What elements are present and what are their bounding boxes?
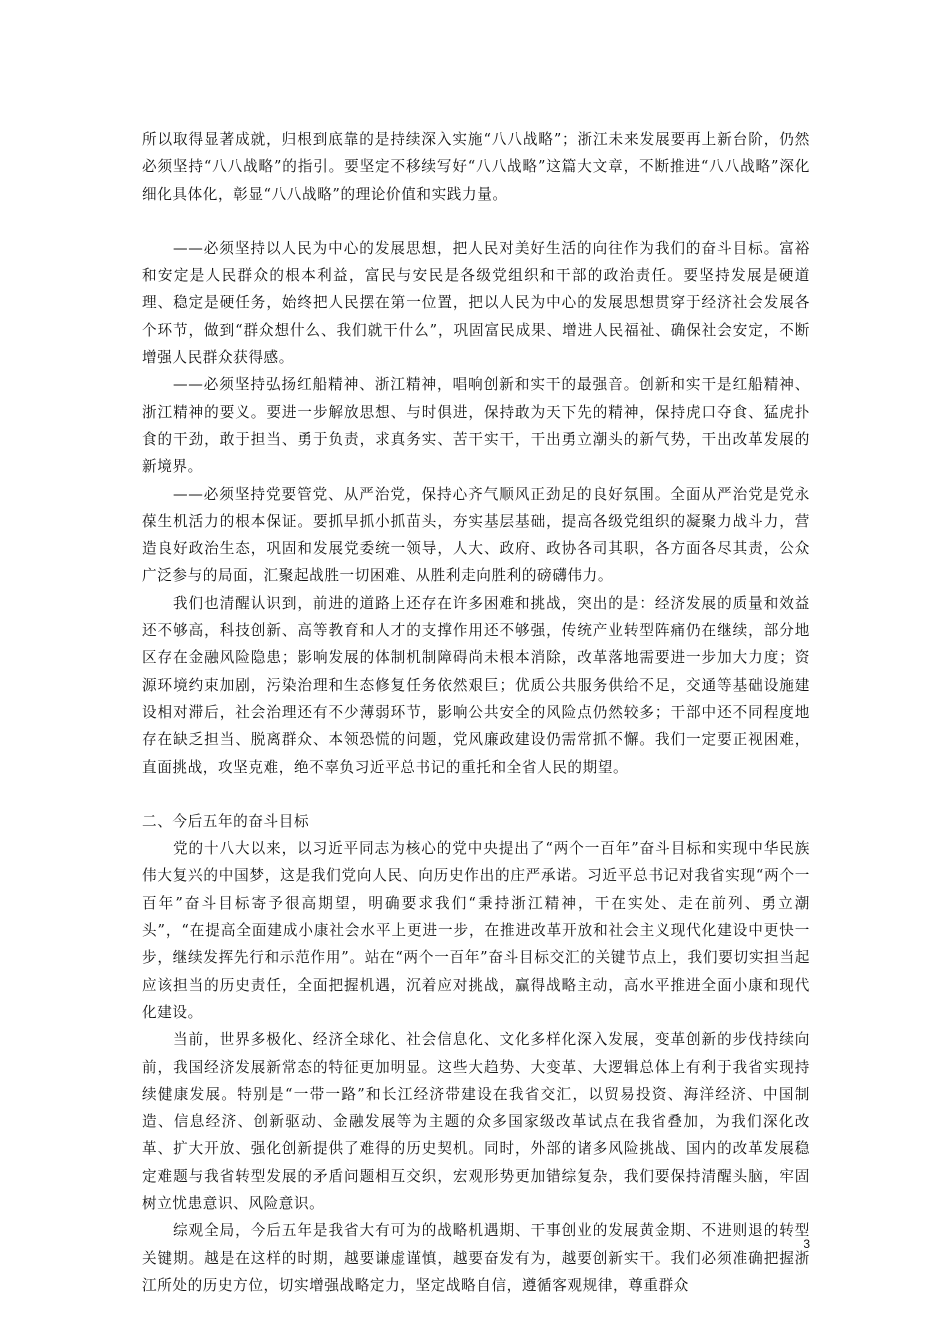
section-heading: 二、今后五年的奋斗目标: [142, 812, 310, 830]
paragraph-current-situation: 当前，世界多极化、经济全球化、社会信息化、文化多样化深入发展，变革创新的步伐持续向前，我国经济发展新常态的特征更加明显。这些大趋势、大变革、大逻辑总体上有利于我省实现持续健康发展。特别是“一带一路”和长江经济带建设在我省交汇，以贸易投资、海洋经济、中国制造、信息经济、创新驱动、金融发展等为主题的众多国家级改革试点在我省叠加，为我们深化改革、扩大开放、强化创新提供了难得的历史契机。同时，外部的诸多风险挑战、国内的改革发展稳定难题与我省转型发展的矛盾问题相互交织，宏观形势更加错综复杂，我们要保持清醒头脑，牢固树立忧患意识、风险意识。: [142, 1031, 810, 1212]
paragraph-challenges: 我们也清醒认识到，前进的道路上还存在许多困难和挑战，突出的是：经济发展的质量和效益还不够高，科技创新、高等教育和人才的支撑作用还不够强，传统产业转型阵痛仍在继续，部分地区存在金融风险隐患；影响发展的体制机制障碍尚未根本消除，改革落地需要进一步加大力度；资源环境约束加剧，污染治理和生态修复任务依然艰巨；优质公共服务供给不足，交通等基础设施建设相对滞后，社会治理还有不少薄弱环节，影响公共安全的风险点仍然较多；干部中还不同程度地存在缺乏担当、脱离群众、本领恐慌的问题，党风廉政建设仍需常抓不懈。我们一定要正视困难，直面挑战，攻坚克难，绝不辜负习近平总书记的重托和全省人民的期望。: [142, 594, 810, 776]
paragraph-overall-view: 综观全局，今后五年是我省大有可为的战略机遇期、干事创业的发展黄金期、不进则退的转型关键期。越是在这样的时期，越要谦虚谨慎，越要奋发有为，越要创新实干。我们必须准确把握浙江所处的历史方位，切实增强战略定力，坚定战略自信，遵循客观规律，尊重群众: [142, 1222, 810, 1294]
paragraph-people-centered: ——必须坚持以人民为中心的发展思想，把人民对美好生活的向往作为我们的奋斗目标。富裕和安定是人民群众的根本利益，富民与安民是各级党组织和干部的政治责任。要坚持发展是硬道理、稳定是硬任务，始终把人民摆在第一位置，把以人民为中心的发展思想贯穿于经济社会发展各个环节，做到“群众想什么、我们就干什么”，巩固富民成果、增进人民福祉、确保社会安定，不断增强人民群众获得感。: [142, 239, 810, 367]
paragraph-red-boat-spirit: ——必须坚持弘扬红船精神、浙江精神，唱响创新和实干的最强音。创新和实干是红船精神、浙江精神的要义。要进一步解放思想、与时俱进，保持敢为天下先的精神，保持虎口夺食、猛虎扑食的干劲，敢于担当、勇于负责，求真务实、苦干实干，干出勇立潮头的新气势，干出改革发展的新境界。: [142, 376, 810, 476]
paragraph-party-discipline: ——必须坚持党要管党、从严治党，保持心齐气顺风正劲足的良好氛围。全面从严治党是党永葆生机活力的根本保证。要抓早抓小抓苗头，夯实基层基础，提高各级党组织的凝聚力战斗力，营造良好政治生态，巩固和发展党委统一领导，人大、政府、政协各司其职，各方面各尽其责，公众广泛参与的局面，汇聚起战胜一切困难、从胜利走向胜利的磅礴伟力。: [142, 485, 810, 585]
paragraph-continuation: 所以取得显著成就，归根到底靠的是持续深入实施“八八战略”；浙江未来发展要再上新台阶，仍然必须坚持“八八战略”的指引。要坚定不移续写好“八八战略”这篇大文章，不断推进“八八战略”深化细化具体化，彰显“八八战略”的理论价值和实践力量。: [142, 131, 810, 203]
paragraph-two-centenary-goals: 党的十八大以来，以习近平同志为核心的党中央提出了“两个一百年”奋斗目标和实现中华民族伟大复兴的中国梦，这是我们党向人民、向历史作出的庄严承诺。习近平总书记对我省实现“两个一百年”奋斗目标寄予很高期望，明确要求我们“秉持浙江精神，干在实处、走在前列、勇立潮头”，“在提高全面建成小康社会水平上更进一步，在推进改革开放和社会主义现代化建设中更快一步，继续发挥先行和示范作用”。站在“两个一百年”奋斗目标交汇的关键节点上，我们要切实担当起应该担当的历史责任，全面把握机遇，沉着应对挑战，赢得战略主动，高水平推进全面小康和现代化建设。: [142, 840, 810, 1021]
page-number: 3: [803, 1237, 810, 1251]
document-body: [142, 126, 810, 1299]
